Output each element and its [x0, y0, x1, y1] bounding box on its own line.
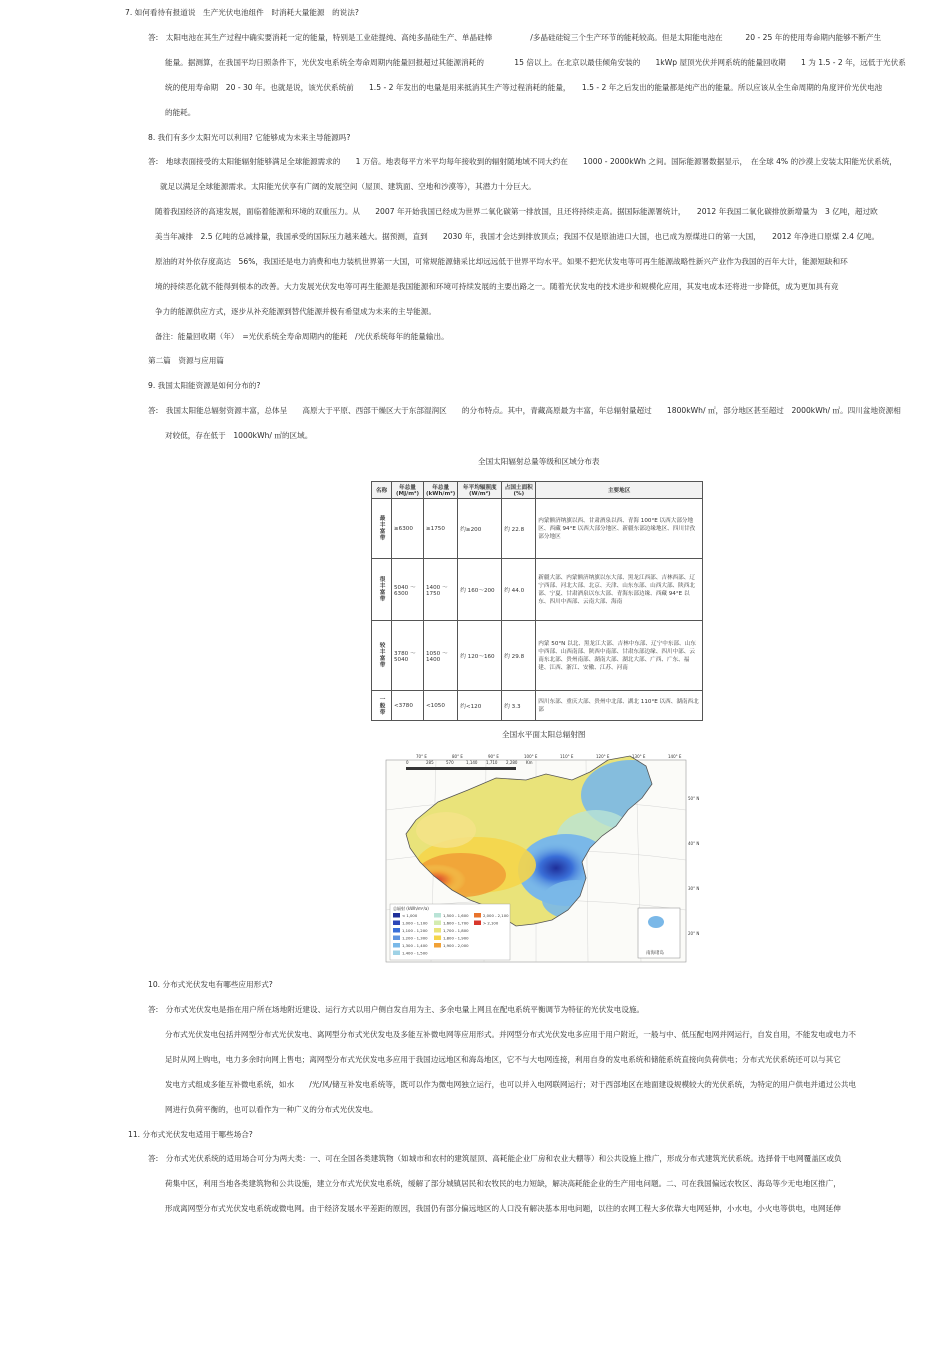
text-line: 8. 我们有多少太阳光可以利用? 它能够成为未来主导能源吗?	[148, 133, 351, 142]
text-line: 7. 如何看待有报道说 生产光伏电池组件 时消耗大量能源 的说法?	[125, 8, 359, 17]
text-line: 答: 太阳电池在其生产过程中确实要消耗一定的能量，特别是工业硅提纯、高纯多晶硅生产、单晶硅棒 /多晶硅硅锭三个生产环节的能耗较高。但是太阳能电池在 20 - 25 年的使用寿命期内能够不断产生	[148, 33, 882, 42]
text-line: 美当年减排 2.5 亿吨的总减排量，我国承受的国际压力越来越大。据预测，直到 2030 年，我国才会达到排放顶点；我国不仅是原油进口大国，也已成为原煤进口的第一大国， 2012 年净进口原煤 2.4 亿吨。	[155, 232, 880, 241]
table-row	[372, 559, 703, 621]
text-line: 发电方式组成多能互补微电系统，如水 /光/风/储互补发电系统等，既可以作为微电网独立运行，也可以并入电网联网运行；对于西部地区在地面建设规模较大的光伏系统，为特定的用户供电并通过公共电	[165, 1080, 857, 1089]
table-row	[372, 691, 703, 721]
table-header-row	[372, 482, 703, 499]
text-line: 原油的对外依存度高达 56%，我国还是电力消费和电力装机世界第一大国，可常规能源储采比却远远低于世界平均水平。如果不把光伏发电等可再生能源战略性新兴产业作为我国的百年大计，能源短缺和环	[155, 257, 848, 266]
text-line: 统的使用寿命期 20 - 30 年。也就是说，该光伏系统前 1.5 - 2 年发出的电量是用来抵消其生产等过程消耗的能量， 1.5 - 2 年之后发出的能量都是纯产出的能量。所以应该从全生命周期的角度评价光伏电池	[165, 83, 883, 92]
legend-label: 1,000 - 1,100	[402, 920, 428, 926]
scale-label: 1,710	[486, 760, 498, 765]
text-line: 9. 我国太阳能资源是如何分布的?	[148, 381, 261, 390]
legend-swatch	[393, 913, 400, 918]
legend-swatch	[434, 913, 441, 918]
lon-label: 70° E	[416, 754, 427, 759]
table-row	[372, 499, 703, 559]
legend-label: 1,300 - 1,400	[402, 943, 428, 948]
table-cell: 新疆大部、内蒙额济纳旗以东大部、黑龙江西部、吉林西部、辽宁西部、河北大部、北京、天津、山东东部、山西大部、陕西北部、宁夏、甘肃酒泉以东大部、青海东部边缘、西藏 94°E 以东、四川中西部、云南大部、海南	[536, 559, 703, 621]
text-line: 境的持续恶化就不能得到根本的改善。大力发展光伏发电等可再生能源是我国能源和环境可持续发展的主要出路之一。随着光伏发电的技术进步和规模化应用，其发电成本还将进一步降低，成为更加具有竞	[155, 282, 839, 291]
radiation-table	[371, 481, 703, 721]
legend-label: 1,600 - 1,700	[443, 920, 469, 926]
table-cell: 1050 ～ 1400	[424, 621, 458, 691]
map-caption: 全国水平面太阳总辐射图	[502, 730, 586, 739]
table-cell: 3780 ～ 5040	[392, 621, 424, 691]
text-line: 答: 地球表面接受的太阳能辐射能够满足全球能源需求的 1 万倍。地表每平方米平均每年接收到的辐射随地域不同大约在 1000 - 2000kWh 之间。国际能源署数据显示， 在全球 4% 的沙漠上安装太阳能光伏系统，	[148, 157, 897, 166]
table-header: 主要地区	[536, 482, 703, 499]
text-line: 足时从网上购电，电力多余时向网上售电；离网型分布式光伏发电多应用于我国边远地区和海岛地区，它不与大电网连接，利用自身的发电系统和储能系统直接向负荷供电；分布式光伏系统还可以与其它	[165, 1055, 841, 1064]
table-cell: 约 160～200	[458, 559, 502, 621]
legend-swatch	[393, 936, 400, 941]
table-cell: ≥1750	[424, 499, 458, 559]
table-cell: ≥6300	[392, 499, 424, 559]
table-cell: 约<120	[458, 691, 502, 721]
map-legend	[390, 904, 510, 960]
scale-label: 1,140	[466, 760, 478, 765]
legend-label: 1,400 - 1,500	[402, 950, 428, 956]
table-header: 年总量(MJ/m²)	[392, 482, 424, 499]
scale-label: 2,280	[506, 760, 518, 765]
legend-swatch	[393, 943, 400, 948]
table-cell: 1400 ～ 1750	[424, 559, 458, 621]
table-header: 占国土面积(%)	[502, 482, 536, 499]
legend-swatch	[393, 951, 400, 956]
legend-swatch	[434, 943, 441, 948]
scale-label: 0	[406, 760, 409, 765]
lon-label: 80° E	[452, 754, 463, 759]
text-line: 答: 分布式光伏发电是指在用户所在场地附近建设、运行方式以用户侧自发自用为主、多余电量上网且在配电系统平衡调节为特征的光伏发电设施。	[148, 1005, 645, 1014]
text-line: 备注：能量回收期（年） =光伏系统全寿命周期内的能耗 /光伏系统每年的能量输出。	[155, 332, 449, 341]
lon-label: 100° E	[524, 754, 538, 759]
table-header: 名称	[372, 482, 392, 499]
text-line: 能量。据测算，在我国平均日照条件下，光伏发电系统全寿命周期内能量回报超过其能源消耗的 15 倍以上。在北京以最佳倾角安装的 1kWp 屋顶光伏并网系统的能量回收期 1 为 1.5 - 2 年，远低于光伏系	[165, 58, 906, 67]
text-line: 答: 我国太阳能总辐射资源丰富，总体呈 高原大于平原、西部干燥区大于东部湿润区 的分布特点。其中，青藏高原最为丰富，年总辐射量超过 1800kWh/ ㎡，部分地区甚至超过 2000kWh/ ㎡。四川盆地资源相	[148, 406, 901, 415]
text-line: 随着我国经济的高速发展，面临着能源和环境的双重压力。从 2007 年开始我国已经成为世界二氧化碳第一排放国，且还将持续走高。据国际能源署统计， 2012 年我国二氧化碳排放新增量为 3 亿吨，超过欧	[155, 207, 878, 216]
scale-label: 285	[426, 760, 434, 765]
band-name-cell: 较丰富带	[372, 621, 392, 691]
text-line: 争力的能源供应方式，逐步从补充能源到替代能源并极有希望成为未来的主导能源。	[155, 307, 436, 316]
table-cell: 5040 ～ 6300	[392, 559, 424, 621]
table-header: 年平均辐照度(W/m²)	[458, 482, 502, 499]
lon-label: 90° E	[488, 754, 499, 759]
legend-label: 1,500 - 1,600	[443, 913, 469, 918]
legend-label: 1,900 - 2,000	[443, 943, 469, 948]
band-name-cell: 最丰富带	[372, 499, 392, 559]
legend-swatch	[474, 913, 481, 918]
table-cell: <1050	[424, 691, 458, 721]
table-caption: 全国太阳辐射总量等级和区域分布表	[478, 457, 600, 466]
table-cell: 约≥200	[458, 499, 502, 559]
legend-swatch	[474, 921, 481, 926]
table-header: 年总量(kWh/m²)	[424, 482, 458, 499]
lat-label: 50° N	[688, 796, 700, 801]
table-cell: 约 44.0	[502, 559, 536, 621]
band-name-cell: 很丰富带	[372, 559, 392, 621]
lat-label: 20° N	[688, 931, 700, 936]
legend-swatch	[434, 928, 441, 933]
text-line: 第二篇 资源与应用篇	[148, 356, 224, 365]
text-line: 的能耗。	[165, 108, 196, 117]
legend-title: 总辐射 (kWh/m²/a)	[393, 906, 429, 911]
legend-label: < 1,000	[402, 913, 418, 918]
text-line: 就足以满足全球能源需求。太阳能光伏享有广阔的发展空间（屋顶、建筑面、空地和沙漠等），其潜力十分巨大。	[160, 182, 536, 191]
legend-label: 2,000 - 2,100	[483, 913, 509, 918]
text-line: 形成离网型分布式光伏发电系统或微电网。由于经济发展水平差距的原因，我国仍有部分偏远地区的人口没有解决基本用电问题，以往的农网工程大多依靠大电网延伸，小水电，小火电等供电，电网延伸	[165, 1204, 841, 1213]
legend-swatch	[434, 936, 441, 941]
text-line: 网进行负荷平衡的，也可以看作为一种广义的分布式光伏发电。	[165, 1105, 378, 1114]
table-cell: 约 29.8	[502, 621, 536, 691]
table-row	[372, 621, 703, 691]
table-cell: 约 120～160	[458, 621, 502, 691]
inset-label: 南海诸岛	[646, 951, 664, 956]
solar-radiation-map	[376, 750, 704, 968]
table-cell: 内蒙额济纳旗以西、甘肃酒泉以西、青海 100°E 以西大部分地区、西藏 94°E 以西大部分地区、新疆东部边缘地区、四川甘孜部分地区	[536, 499, 703, 559]
legend-label: 1,100 - 1,200	[402, 928, 428, 933]
table-cell: 四川东部、重庆大部、贵州中北部、湖北 110°E 以西、湖南西北部	[536, 691, 703, 721]
legend-label: 1,200 - 1,300	[402, 935, 428, 941]
band-name-cell: 一般带	[372, 691, 392, 721]
text-line: 荷集中区，利用当地各类建筑物和公共设施，建立分布式光伏发电系统，缓解了部分城镇居民和农牧民的电力短缺，解决高耗能企业的生产用电问题。二、可在我国偏远农牧区、海岛等少无电地区推广，	[165, 1179, 841, 1188]
text-line: 11. 分布式光伏发电适用于哪些场合?	[128, 1130, 253, 1139]
lat-label: 40° N	[688, 841, 700, 846]
lon-label: 140° E	[668, 754, 682, 759]
table-cell: 内蒙 50°N 以北、黑龙江大部、吉林中东部、辽宁中东部、山东中西部、山西南部、陕西中南部、甘肃东部边缘、四川中部、云南东北部、贵州南部、湖南大部、湖北大部、广西、广东、福建、江西、浙江、安徽、江苏、河南	[536, 621, 703, 691]
legend-swatch	[393, 928, 400, 933]
lon-label: 130° E	[632, 754, 646, 759]
legend-label: 1,800 - 1,900	[443, 935, 469, 941]
lon-label: 120° E	[596, 754, 610, 759]
lat-label: 30° N	[688, 886, 700, 891]
legend-swatch	[393, 921, 400, 926]
text-line: 对较低，存在低于 1000kWh/ ㎡的区域。	[165, 431, 313, 440]
lon-label: 110° E	[560, 754, 574, 759]
scale-label: Km	[526, 760, 533, 765]
scale-label: 570	[446, 760, 454, 765]
text-line: 分布式光伏发电包括并网型分布式光伏发电、离网型分布式光伏发电及多能互补微电网等应用形式。并网型分布式光伏发电多应用于用户附近，一般与中、低压配电网并网运行，自发自用，不能发电或电力不	[165, 1030, 857, 1039]
legend-swatch	[434, 921, 441, 926]
legend-label: 1,700 - 1,800	[443, 928, 469, 933]
scale-bar-graphic	[406, 767, 516, 770]
legend-label: > 2,100	[483, 920, 499, 926]
table-cell: <3780	[392, 691, 424, 721]
text-line: 答: 分布式光伏系统的适用场合可分为两大类：一、可在全国各类建筑物（如城市和农村的建筑屋顶、高耗能企业厂房和农业大棚等）和公共设施上推广，形成分布式建筑光伏系统。选择骨干电网覆盖区或负	[148, 1154, 842, 1163]
table-cell: 约 22.8	[502, 499, 536, 559]
table-cell: 约 3.3	[502, 691, 536, 721]
text-line: 10. 分布式光伏发电有哪些应用形式?	[148, 980, 273, 989]
